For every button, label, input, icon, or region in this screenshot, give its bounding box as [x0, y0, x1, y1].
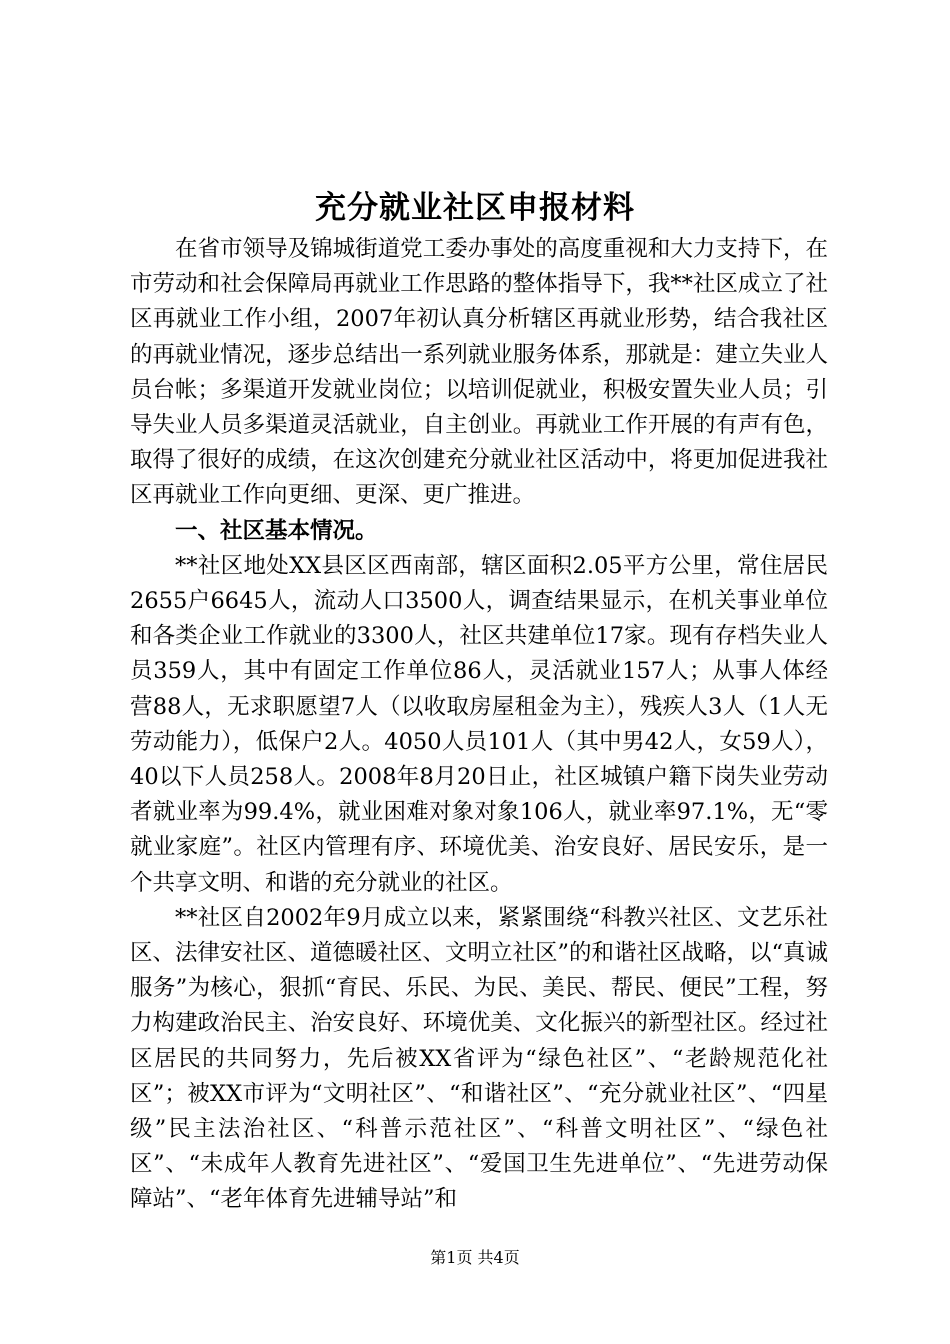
document-body [130, 232, 828, 1218]
achievements-paragraph: **社区自2002年9月成立以来，紧紧围绕“科教兴社区、文艺乐社区、法律安社区、道德暖社区、文明立社区”的和谐社区战略，以“真诚服务”为核心，狠抓“育民、乐民、为民、美民、帮民、便民”工程，努力构建政治民主、治安良好、环境优美、文化振兴的新型社区。经过社区居民的共同努力，先后被XX省评为“绿色社区”、“老龄规范化社区”；被XX市评为“文明社区”、“和谐社区”、“充分就业社区”、“四星级”民主法治社区、“科普示范社区”、“科普文明社区”、“绿色社区”、“未成年人教育先进社区”、“爱国卫生先进单位”、“先进劳动保障站”、“老年体育先进辅导站”和 [130, 904, 829, 1213]
intro-paragraph: 在省市领导及锦城街道党工委办事处的高度重视和大力支持下，在市劳动和社会保障局再就业工作思路的整体指导下，我**社区成立了社区再就业工作小组，2007年初认真分析辖区再就业形势，结合我社区的再就业情况，逐步总结出一系列就业服务体系，那就是：建立失业人员台帐；多渠道开发就业岗位；以培训促就业，积极安置失业人员；引导失业人员多渠道灵活就业，自主创业。再就业工作开展的有声有色，取得了很好的成绩，在这次创建充分就业社区活动中，将更加促进我社区再就业工作向更细、更深、更广推进。 [130, 236, 828, 509]
basic-info-paragraph: **社区地处XX县区区西南部，辖区面积2.05平方公里，常住居民2655户6645人，流动人口3500人，调查结果显示，在机关事业单位和各类企业工作就业的3300人，社区共建单位17家。现有存档失业人员359人，其中有固定工作单位86人，灵活就业157人；从事人体经营88人，无求职愿望7人（以收取房屋租金为主），残疾人3人（1人无劳动能力），低保户2人。4050人员101人（其中男42人，女59人），40以下人员258人。2008年8月20日止，社区城镇户籍下岗失业劳动者就业率为99.4%，就业困难对象对象106人，就业率97.1%，无“零就业家庭”。社区内管理有序、环境优美、治安良好、居民安乐，是一个共享文明、和谐的充分就业的社区。 [130, 552, 828, 896]
page-footer: 第1页 共4页 [430, 1248, 520, 1267]
document-title: 充分就业社区申报材料 [315, 190, 635, 226]
section-heading: 一、社区基本情况。 [175, 517, 378, 544]
